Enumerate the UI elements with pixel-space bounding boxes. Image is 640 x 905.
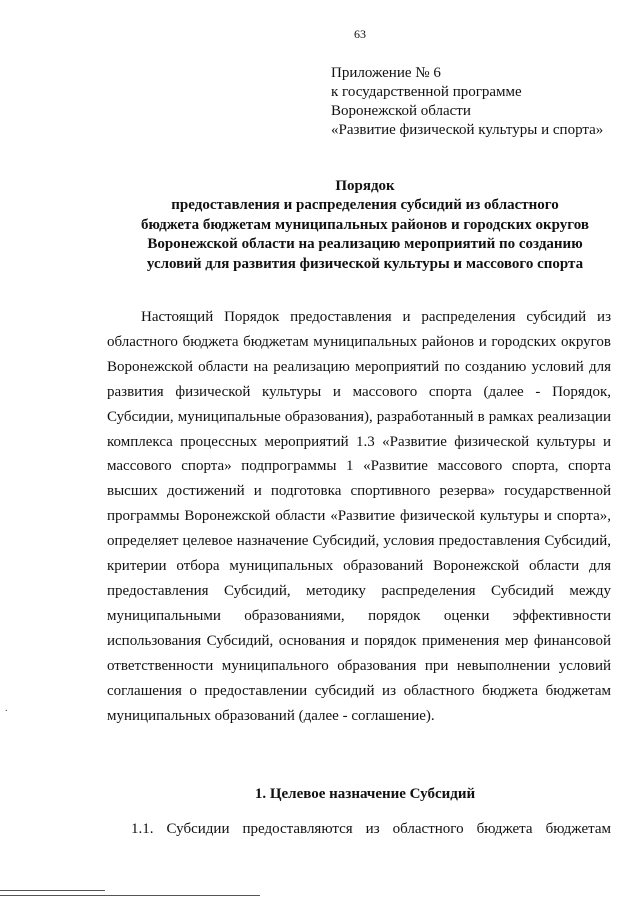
title-line: предоставления и распределения субсидий из областного xyxy=(171,197,559,214)
margin-mark: . xyxy=(5,703,8,714)
appendix-program-ref: к государственной программе xyxy=(331,84,522,100)
page-number: 63 xyxy=(354,27,366,41)
appendix-number: Приложение № 6 xyxy=(331,65,441,81)
title-line: Порядок xyxy=(335,178,395,194)
footer-rule xyxy=(0,895,260,896)
document-title xyxy=(100,177,630,274)
appendix-program-name: «Развитие физической культуры и спорта» xyxy=(331,122,604,138)
title-line: бюджета бюджетам муниципальных районов и городских округов xyxy=(141,216,589,233)
title-line: условий для развития физической культуры и массового спорта xyxy=(146,255,584,272)
section-heading: 1. Целевое назначение Субсидий xyxy=(254,786,476,802)
paragraph-1-1: 1.1. Субсидии предоставляются из областного бюджета бюджетам xyxy=(131,821,611,837)
title-line: Воронежской области на реализацию мероприятий по созданию xyxy=(147,236,583,253)
appendix-block xyxy=(331,64,603,140)
intro-paragraph: Настоящий Порядок предоставления и распределения субсидий из областного бюджета бюджетам муниципальных районов и городских округов Воронежской области на реализацию мероприятий по созданию условий для развития физической культуры и массового спорта (далее - Порядок, Субсидии, муниципальные образования), разработанный в рамках реализации комплекса процессных мероприятий 1.3 «Развитие физической культуры и массового спорта» подпрограммы 1 «Развитие массового спорта, спорта высших достижений и подготовка спортивного резерва» государственной программы Воронежской области «Развитие физической культуры и спорта», определяет целевое назначение Субсидий, условия предоставления Субсидий, критерии отбора муниципальных образований Воронежской области для предоставления Субсидий, методику распределения Субсидий между муниципальными образованиями, порядок оценки эффективности использования Субсидий, основания и порядок применения мер финансовой ответственности муниципального образования при невыполнении условий соглашения о предоставлении субсидий из областного бюджета бюджетам муниципальных образований (далее - соглашение). xyxy=(107,309,611,724)
appendix-region: Воронежской области xyxy=(331,103,471,119)
footer-rule xyxy=(0,890,105,891)
